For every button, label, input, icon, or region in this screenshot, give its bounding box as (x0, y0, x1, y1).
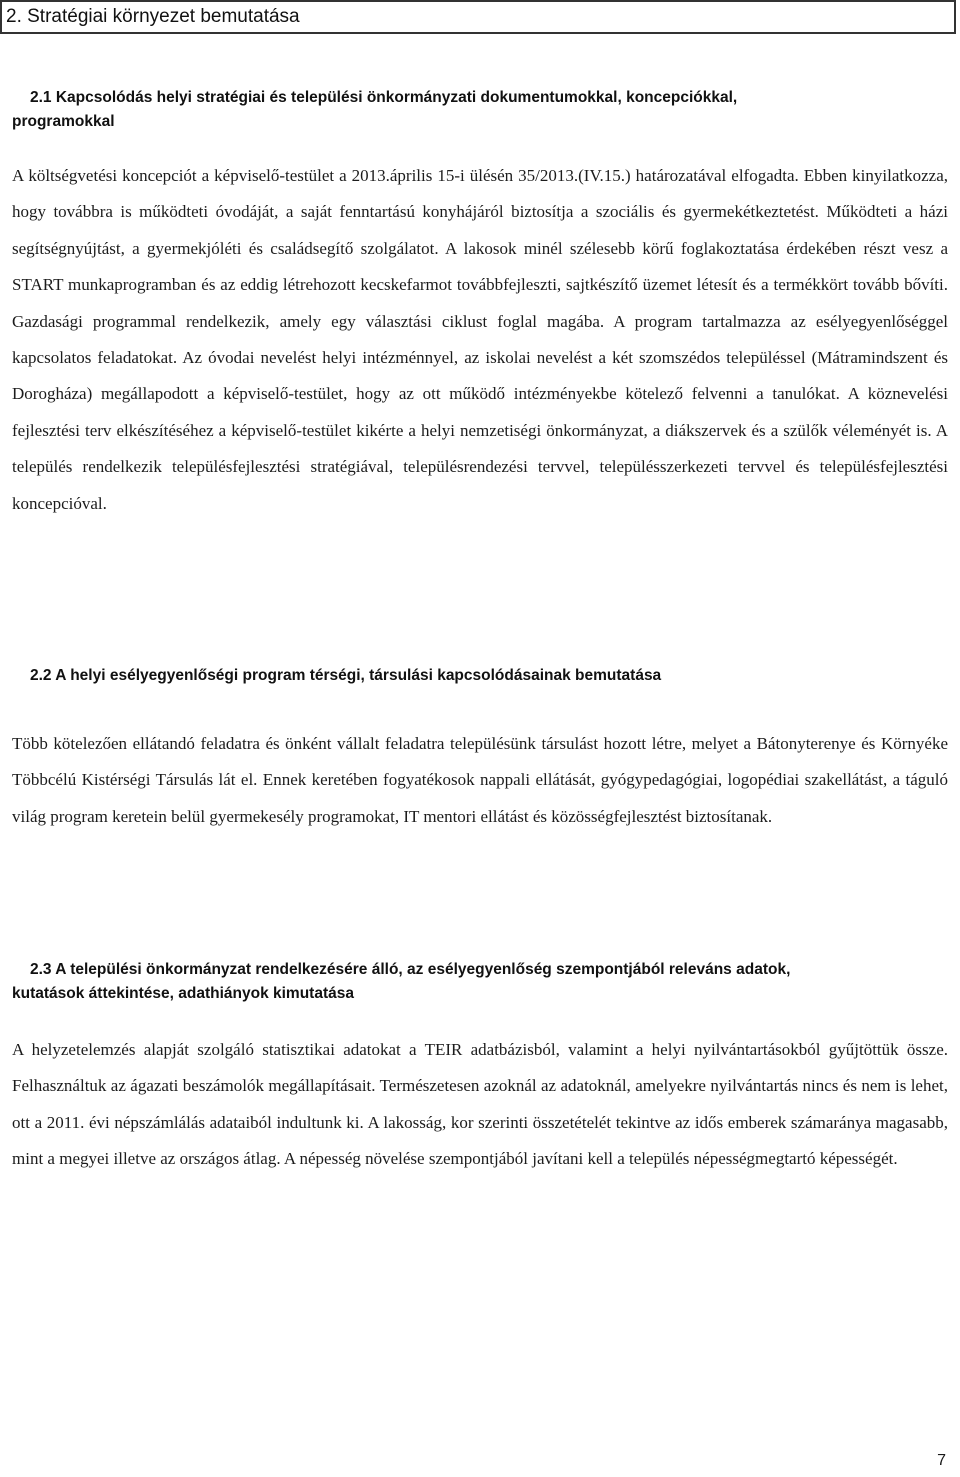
subsection-heading-2-1 (12, 86, 946, 134)
subsection-heading-2-2: 2.2 A helyi esélyegyenlőségi program térségi, társulási kapcsolódásainak bemutatása (30, 667, 662, 684)
body-paragraph-2-2: Több kötelezően ellátandó feladatra és önként vállalt feladatra településünk társulást hozott létre, melyet a Bátonyterenye és Környéke Többcélú Kistérségi Társulás lát el. Ennek keretében fogyatékosok nappali ellátását, gyógypedagógiai, logopédiai szakellátást, a táguló világ program keretein belül gyermekesély programokat, IT mentori ellátást és közösségfejlesztést biztosítanak. (12, 734, 948, 826)
page-number: 7 (937, 1452, 946, 1469)
heading-line: 2.3 A települési önkormányzat rendelkezésére álló, az esélyegyenlőség szempontjából releváns adatok, (30, 961, 791, 978)
subsection-heading-2-3 (12, 958, 946, 1006)
body-paragraph-2-3: A helyzetelemzés alapját szolgáló statisztikai adatokat a TEIR adatbázisból, valamint a helyi nyilvántartásokból gyűjtöttük össze. Felhasználtuk az ágazati beszámolók megállapításait. Természetesen azoknál az adatoknál, amelyekre nyilvántartás nincs és nem is lehet, ott a 2011. évi népszámlálás adataiból indultunk ki. A lakosság, kor szerinti összetételét tekintve az idős emberek számaránya magasabb, mint a megyei illetve az országos átlag. A népesség növelése szempontjából javítani kell a település népességmegtartó képességét. (12, 1040, 948, 1169)
section-title: 2. Stratégiai környezet bemutatása (0, 0, 956, 34)
heading-line: kutatások áttekintése, adathiányok kimutatása (12, 985, 354, 1002)
body-paragraph-2-1: A költségvetési koncepciót a képviselő-testület a 2013.április 15-i ülésén 35/2013.(IV.15.) határozatával elfogadta. Ebben kinyilatkozza, hogy továbbra is működteti óvodáját, a saját fenntartású konyhájáról biztosítja a szociális és gyermekétkeztetést. Működteti a házi segítségnyújtást, a gyermekjóléti és családsegítő szolgálatot. A lakosok minél szélesebb körű foglakoztatása érdekében részt vesz a START munkaprogramban és az eddig létrehozott kecskefarmot továbbfejleszti, sajtkészítő üzemet létesít és a termékkört tovább bővíti. Gazdasági programmal rendelkezik, amely egy választási ciklust foglal magába. A program tartalmazza az esélyegyenlőséggel kapcsolatos feladatokat. Az óvodai nevelést helyi intézménnyel, az iskolai nevelést a két szomszédos településsel (Mátramindszent és Dorogháza) megállapodott a képviselő-testület, hogy az ott működő intézményekbe kötelező felvenni a tanulókat. A köznevelési fejlesztési terv elkészítéséhez a képviselő-testület kikérte a helyi nemzetiségi önkormányzat, a diákszervek és a szülők véleményét is. A település rendelkezik településfejlesztési stratégiával, településrendezési tervvel, településszerkezeti tervvel és településfejlesztési koncepcióval. (12, 166, 948, 513)
heading-line: programokkal (12, 113, 115, 130)
heading-line: 2.1 Kapcsolódás helyi stratégiai és települési önkormányzati dokumentumokkal, koncepciókkal, (30, 89, 738, 106)
